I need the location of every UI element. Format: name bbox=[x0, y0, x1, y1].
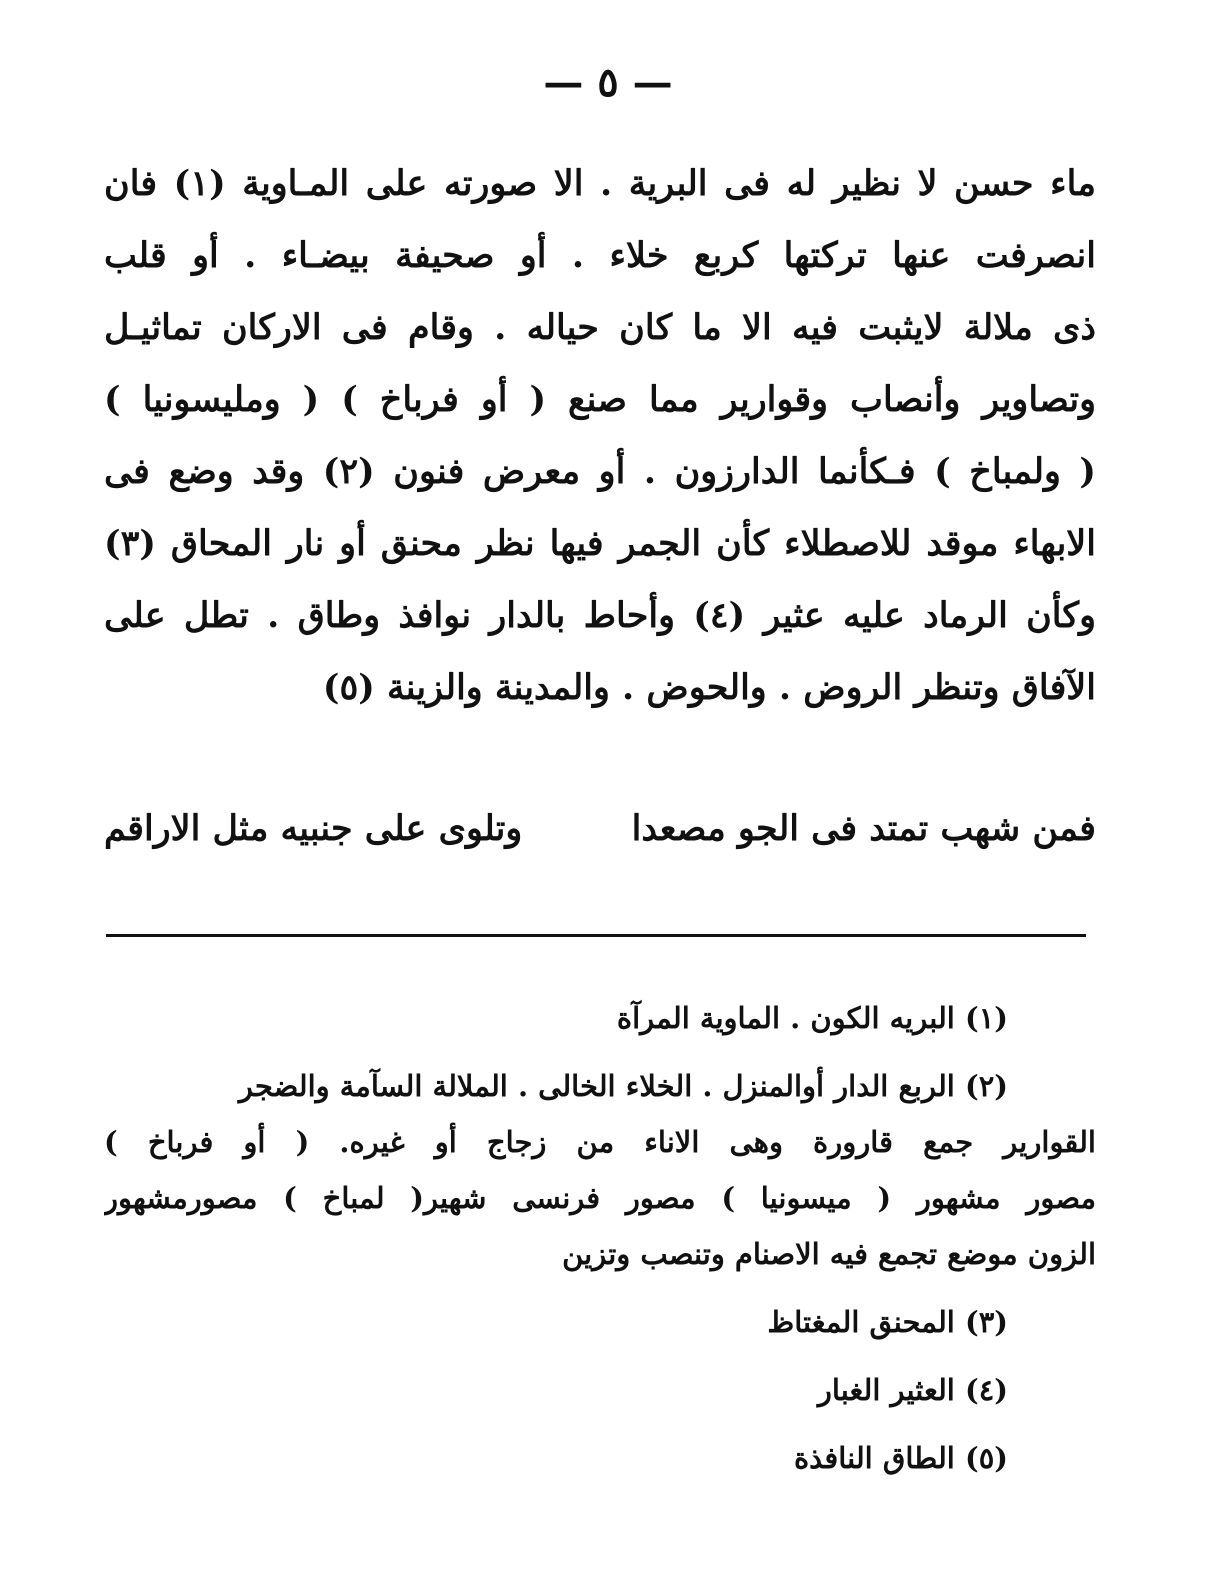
body-line: ماء حسن لا نظير له فى البرية . الا صورته على المـاوية (١) فان bbox=[104, 163, 1096, 204]
footnote-1: (١) البريه الكون . الماوية المرآة bbox=[616, 1001, 1008, 1035]
verse-first-hemistich: فمن شهب تمتد فى الجو مصعدا bbox=[631, 807, 1096, 849]
page-number: — ٥ — bbox=[543, 59, 673, 106]
footnote-3: (٣) المحنق المغتاظ bbox=[767, 1305, 1008, 1339]
footnotes bbox=[104, 990, 1096, 1486]
footnote-2-continued: القوارير جمع قارورة وهى الاناء من زجاج أو غيره. ( أو فرباخ ) bbox=[104, 1125, 1096, 1159]
footnote-4: (٤) العثير الغبار bbox=[817, 1373, 1008, 1407]
body-line: وكأن الرماد عليه عثير (٤) وأحاط بالدار نوافذ وطاق . تطل على bbox=[104, 595, 1096, 636]
footnote-divider bbox=[106, 934, 1086, 937]
body-line: الآفاق وتنظر الروض . والحوض . والمدينة والزينة (٥) bbox=[322, 667, 1096, 708]
footnote-5: (٥) الطاق النافذة bbox=[793, 1441, 1008, 1475]
body-line: ( ولمباخ ) فـكأنما الدارزون . أو معرض فنون (٢) وقد وضع فى bbox=[104, 451, 1096, 492]
poem-verse bbox=[104, 792, 1096, 864]
body-line: الابهاء موقد للاصطلاء كأن الجمر فيها نظر محنق أو نار المحاق (٣) bbox=[104, 523, 1096, 564]
footnote-2: (٢) الربع الدار أوالمنزل . الخلاء الخالى . الملالة السآمة والضجر bbox=[238, 1069, 1008, 1103]
body-line: ذى ملالة لايثبت فيه الا ما كان حياله . وقام فى الاركان تماثيـل bbox=[104, 307, 1096, 348]
footnote-2-continued: مصور مشهور ( ميسونيا ) مصور فرنسى شهير( لمباخ ) مصورمشهور bbox=[104, 1181, 1096, 1215]
footnote-2-continued: الزون موضع تجمع فيه الاصنام وتنصب وتزين bbox=[562, 1237, 1096, 1271]
body-line: انصرفت عنها تركتها كربع خلاء . أو صحيفة بيضـاء . أو قلب bbox=[104, 235, 1096, 276]
body-paragraph bbox=[104, 148, 1096, 724]
verse-second-hemistich: وتلوى على جنبيه مثل الاراقم bbox=[104, 807, 523, 849]
body-line: وتصاوير وأنصاب وقوارير مما صنع ( أو فرباخ ) ( ومليسونيا ) bbox=[104, 379, 1096, 420]
